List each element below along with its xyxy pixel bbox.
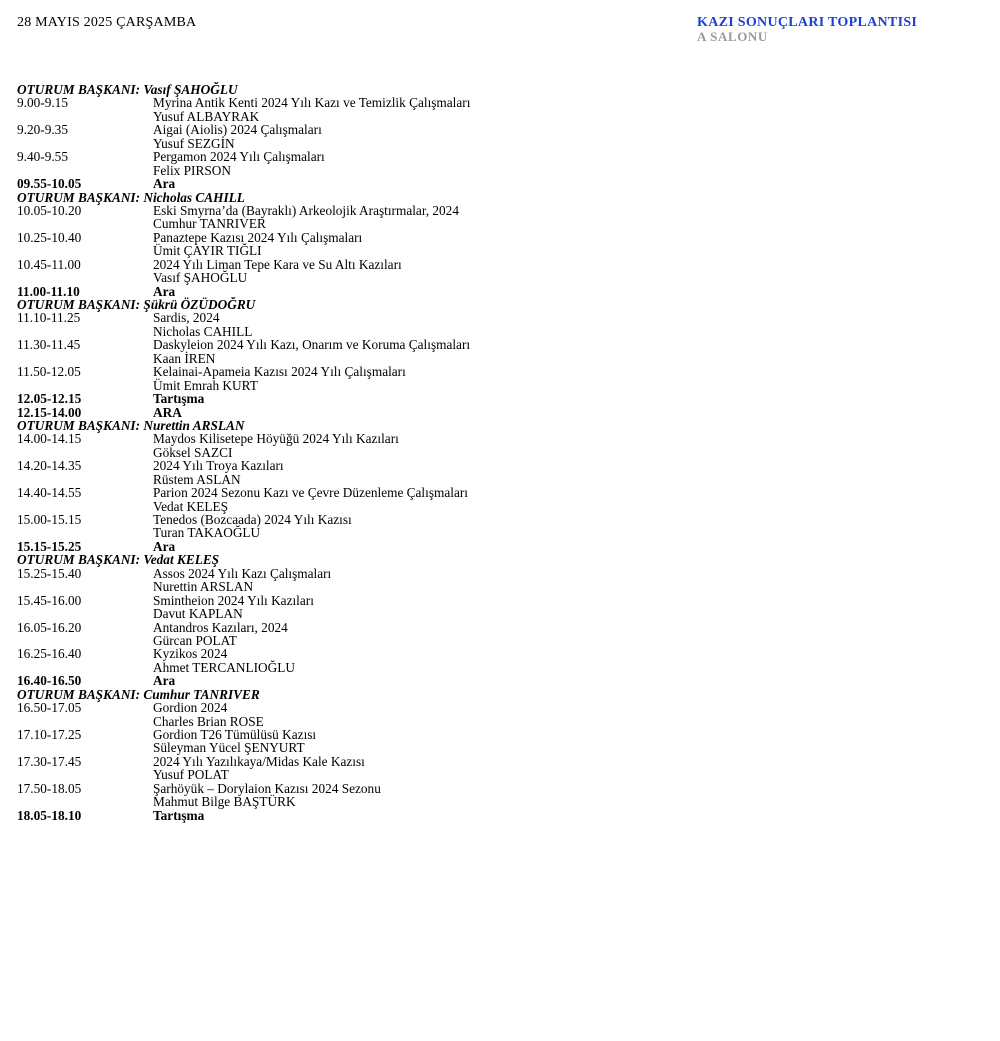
talk-title: Gordion 2024 <box>153 700 228 716</box>
break-row <box>17 674 717 687</box>
talk-speaker: Vedat KELEŞ <box>153 498 228 514</box>
talk-speaker-row <box>17 110 717 123</box>
talk-speaker: Ahmet TERCANLIOĞLU <box>153 659 295 675</box>
talk-speaker-row <box>17 325 717 338</box>
break-label: Ara <box>153 538 176 554</box>
talk-row <box>17 150 717 163</box>
talk-row <box>17 486 717 499</box>
talk-time: 16.50-17.05 <box>17 700 82 716</box>
talk-row <box>17 782 717 795</box>
talk-speaker-row <box>17 244 717 257</box>
talk-title: Gordion T26 Tümülüsü Kazısı <box>153 727 317 742</box>
break-time: 12.15-14.00 <box>17 404 82 420</box>
talk-time: 9.00-9.15 <box>17 95 68 111</box>
talk-row <box>17 755 717 768</box>
talk-time: 16.05-16.20 <box>17 619 82 635</box>
talk-speaker: Mahmut Bilge BAŞTÜRK <box>153 794 296 810</box>
talk-speaker-row <box>17 500 717 513</box>
break-time: 11.00-11.10 <box>17 283 80 299</box>
talk-speaker-row <box>17 795 717 808</box>
break-row <box>17 406 717 419</box>
talk-title: Antandros Kazıları, 2024 <box>153 619 288 635</box>
talk-speaker-row <box>17 446 717 459</box>
talk-speaker-row <box>17 271 717 284</box>
session-chair: OTURUM BAŞKANI: Vasıf ŞAHOĞLU <box>17 82 238 97</box>
talk-row <box>17 513 717 526</box>
talk-speaker-row <box>17 379 717 392</box>
talk-speaker: Göksel SAZCI <box>153 444 233 460</box>
session-chair: OTURUM BAŞKANI: Vedat KELEŞ <box>17 552 220 568</box>
break-time: 12.05-12.15 <box>17 391 82 407</box>
talk-speaker: Yusuf POLAT <box>153 767 229 783</box>
talk-speaker: Vasıf ŞAHOĞLU <box>153 270 248 286</box>
talk-speaker-row <box>17 473 717 486</box>
talk-title: Panaztepe Kazısı 2024 Yılı Çalışmaları <box>153 229 363 245</box>
talk-title: Pergamon 2024 Yılı Çalışmaları <box>153 149 325 165</box>
talk-speaker: Gürcan POLAT <box>153 632 237 648</box>
page-header-right <box>697 15 917 44</box>
talk-speaker: Cumhur TANRIVER <box>153 216 266 232</box>
talk-row <box>17 647 717 660</box>
talk-row <box>17 338 717 351</box>
break-time: 09.55-10.05 <box>17 176 82 192</box>
talk-row <box>17 231 717 244</box>
talk-row <box>17 701 717 714</box>
talk-speaker: Yusuf ALBAYRAK <box>153 108 260 124</box>
session-chair: OTURUM BAŞKANI: Cumhur TANRIVER <box>17 686 260 702</box>
talk-speaker: Ümit ÇAYIR TIĞLI <box>153 243 262 259</box>
talk-time: 10.05-10.20 <box>17 202 82 218</box>
talk-speaker: Turan TAKAOĞLU <box>153 525 261 541</box>
talk-row <box>17 621 717 634</box>
break-label: Tartışma <box>153 807 205 823</box>
talk-title: Parion 2024 Sezonu Kazı ve Çevre Düzenleme Çalışmaları <box>153 485 468 501</box>
talk-speaker: Nurettin ARSLAN <box>153 579 254 595</box>
break-label: Ara <box>153 673 176 689</box>
page-date: 28 MAYIS 2025 ÇARŞAMBA <box>17 15 197 30</box>
talk-time: 10.25-10.40 <box>17 229 82 245</box>
session-chair: OTURUM BAŞKANI: Nurettin ARSLAN <box>17 417 245 433</box>
talk-row <box>17 311 717 324</box>
break-label: Ara <box>153 176 176 192</box>
talk-row <box>17 728 717 741</box>
break-row <box>17 809 717 822</box>
talk-time: 10.45-11.00 <box>17 256 81 272</box>
break-row <box>17 177 717 190</box>
break-time: 18.05-18.10 <box>17 807 82 823</box>
talk-speaker: Nicholas CAHILL <box>153 323 253 339</box>
talk-row <box>17 96 717 109</box>
talk-title: Sardis, 2024 <box>153 310 220 326</box>
talk-row <box>17 258 717 271</box>
talk-title: Aigai (Aiolis) 2024 Çalışmaları <box>153 122 322 138</box>
talk-time: 17.50-18.05 <box>17 780 82 796</box>
talk-title: Maydos Kilisetepe Höyüğü 2024 Yılı Kazıları <box>153 431 399 447</box>
talk-time: 14.40-14.55 <box>17 485 82 501</box>
talk-speaker-row <box>17 352 717 365</box>
talk-speaker-row <box>17 607 717 620</box>
talk-time: 15.45-16.00 <box>17 592 82 608</box>
talk-speaker-row <box>17 741 717 754</box>
talk-title: Assos 2024 Yılı Kazı Çalışmaları <box>153 565 332 581</box>
talk-speaker-row <box>17 580 717 593</box>
break-label: Tartışma <box>153 391 205 407</box>
talk-title: 2024 Yılı Yazılıkaya/Midas Kale Kazısı <box>153 753 365 769</box>
talk-speaker-row <box>17 634 717 647</box>
talk-time: 11.10-11.25 <box>17 310 81 326</box>
talk-title: Şarhöyük – Dorylaion Kazısı 2024 Sezonu <box>153 780 381 796</box>
talk-time: 9.20-9.35 <box>17 122 68 138</box>
talk-time: 11.30-11.45 <box>17 337 81 353</box>
session-chair: OTURUM BAŞKANI: Nicholas CAHILL <box>17 189 245 205</box>
talk-speaker-row <box>17 164 717 177</box>
talk-speaker: Davut KAPLAN <box>153 606 243 622</box>
talk-row <box>17 567 717 580</box>
break-row <box>17 392 717 405</box>
break-row <box>17 285 717 298</box>
talk-title: Smintheion 2024 Yılı Kazıları <box>153 592 314 608</box>
talk-speaker: Rüstem ASLAN <box>153 471 241 487</box>
talk-speaker: Süleyman Yücel ŞENYURT <box>153 740 305 756</box>
talk-speaker: Kaan İREN <box>153 350 216 366</box>
talk-row <box>17 365 717 378</box>
talk-time: 17.30-17.45 <box>17 753 82 769</box>
talk-speaker-row <box>17 217 717 230</box>
talk-speaker-row <box>17 661 717 674</box>
talk-title: Daskyleion 2024 Yılı Kazı, Onarım ve Koruma Çalışmaları <box>153 337 471 353</box>
talk-speaker-row <box>17 137 717 150</box>
meeting-title: KAZI SONUÇLARI TOPLANTISI <box>697 15 918 30</box>
talk-time: 16.25-16.40 <box>17 646 82 662</box>
talk-title: Eski Smyrna’da (Bayraklı) Arkeolojik Araştırmalar, 2024 <box>153 202 459 218</box>
talk-row <box>17 204 717 217</box>
talk-row <box>17 594 717 607</box>
talk-time: 15.00-15.15 <box>17 512 82 527</box>
talk-speaker-row <box>17 715 717 728</box>
talk-speaker: Ümit Emrah KURT <box>153 377 258 393</box>
talk-time: 14.00-14.15 <box>17 431 82 447</box>
break-label: Ara <box>153 283 176 299</box>
talk-title: Myrina Antik Kenti 2024 Yılı Kazı ve Temizlik Çalışmaları <box>153 95 471 111</box>
break-time: 15.15-15.25 <box>17 538 82 554</box>
session-chair: OTURUM BAŞKANI: Şükrü ÖZÜDOĞRU <box>17 297 256 312</box>
talk-title: Kyzikos 2024 <box>153 646 228 662</box>
break-row <box>17 540 717 553</box>
talk-title: Kelainai-Apameia Kazısı 2024 Yılı Çalışmaları <box>153 364 406 380</box>
talk-title: Tenedos (Bozcaada) 2024 Yılı Kazısı <box>153 512 352 527</box>
hall-name: A SALONU <box>697 29 768 44</box>
break-label: ARA <box>153 404 182 420</box>
talk-title: 2024 Yılı Troya Kazıları <box>153 458 284 474</box>
talk-row <box>17 432 717 445</box>
talk-time: 11.50-12.05 <box>17 364 81 380</box>
talk-speaker: Felix PIRSON <box>153 162 231 178</box>
talk-speaker-row <box>17 768 717 781</box>
talk-title: 2024 Yılı Liman Tepe Kara ve Su Altı Kazıları <box>153 256 402 272</box>
talk-time: 15.25-15.40 <box>17 565 82 581</box>
talk-time: 14.20-14.35 <box>17 458 82 474</box>
talk-time: 17.10-17.25 <box>17 727 82 742</box>
talk-speaker: Yusuf SEZGİN <box>153 135 235 151</box>
program-schedule <box>17 83 717 822</box>
talk-row <box>17 123 717 136</box>
talk-row <box>17 459 717 472</box>
talk-time: 9.40-9.55 <box>17 149 68 165</box>
talk-speaker: Charles Brian ROSE <box>153 713 264 729</box>
break-time: 16.40-16.50 <box>17 673 82 689</box>
talk-speaker-row <box>17 526 717 539</box>
